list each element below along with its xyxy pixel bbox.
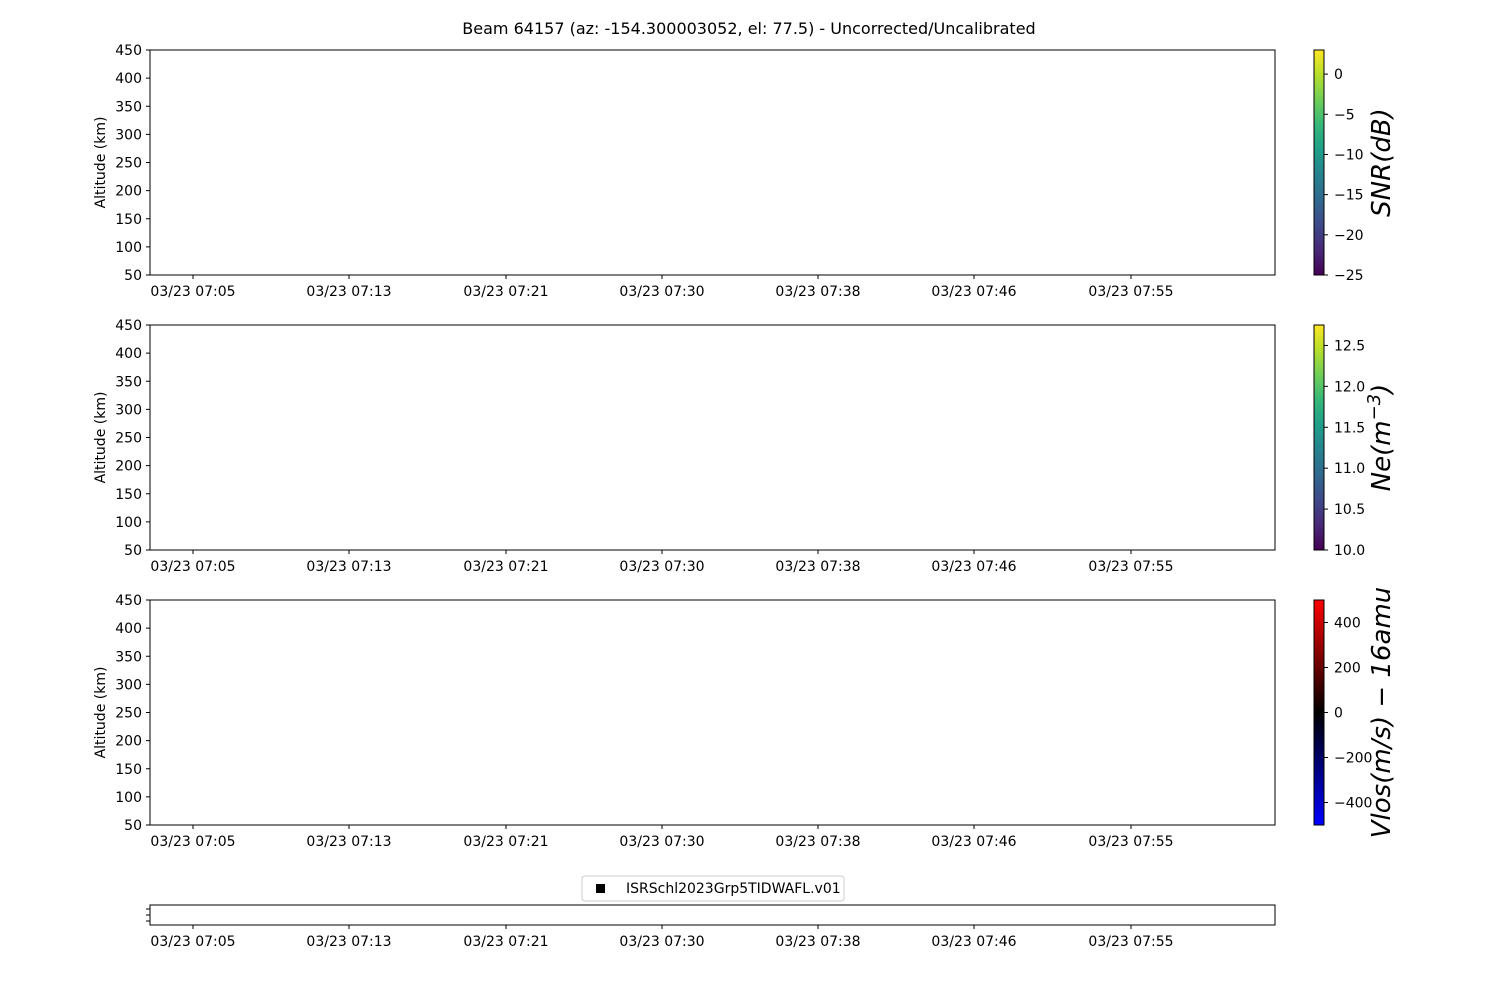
colorbar-label: $Ne(m^{-3})$ [1363, 383, 1397, 492]
x-tick-label: 03/23 07:30 [619, 559, 705, 575]
x-tick-label: 03/23 07:05 [150, 834, 236, 850]
y-tick-label: 450 [115, 318, 142, 334]
y-tick-label: 100 [115, 789, 142, 806]
y-tick-label: 150 [115, 486, 142, 503]
y-axis-label: Altitude (km) [93, 391, 109, 484]
y-tick-label: 400 [115, 621, 142, 638]
x-tick-label: 03/23 07:30 [619, 284, 705, 300]
y-tick-label: 250 [115, 430, 142, 447]
x-tick-label: 03/23 07:46 [931, 559, 1017, 575]
colorbar-tick-label: 200 [1334, 660, 1361, 677]
heatmap-panel-2 [93, 318, 1397, 575]
y-tick-label: 300 [115, 127, 142, 144]
x-tick-label: 03/23 07:21 [463, 284, 549, 300]
y-tick-label: 150 [115, 761, 142, 778]
y-axis-label: Altitude (km) [93, 116, 109, 209]
colorbar-tick-label: 11.5 [1334, 420, 1366, 437]
colorbar-tick-label: 10.5 [1334, 502, 1366, 519]
y-tick-label: 150 [115, 211, 142, 228]
colorbar-label: SNR(dB) [1367, 108, 1397, 217]
x-tick-label: 03/23 07:13 [306, 559, 392, 575]
colorbar-tick-label: −20 [1334, 227, 1364, 244]
x-tick-label: 03/23 07:13 [306, 284, 392, 300]
y-tick-label: 50 [124, 543, 142, 559]
colorbar-tick-label: 400 [1334, 615, 1361, 632]
x-tick-label: 03/23 07:55 [1088, 834, 1174, 850]
y-tick-label: 100 [115, 239, 142, 256]
heatmap-panel-3 [93, 587, 1397, 850]
x-tick-label: 03/23 07:38 [775, 559, 861, 575]
x-tick-label: 03/23 07:21 [463, 834, 549, 850]
x-tick-label: 03/23 07:05 [150, 559, 236, 575]
x-tick-label: 03/23 07:55 [1088, 559, 1174, 575]
legend [582, 876, 844, 901]
colorbar-tick-label: 0 [1334, 705, 1343, 722]
plot-area [150, 50, 1275, 275]
x-tick-label: 03/23 07:21 [463, 934, 549, 950]
x-tick-label: 03/23 07:30 [619, 934, 705, 950]
x-tick-label: 03/23 07:46 [931, 934, 1017, 950]
y-tick-label: 300 [115, 677, 142, 694]
colorbar [1314, 325, 1324, 550]
legend-marker-square [596, 884, 605, 893]
heatmap-panel-1 [93, 43, 1397, 300]
colorbar-tick-label: 0 [1334, 67, 1343, 84]
colorbar-tick-label: 11.0 [1334, 461, 1366, 478]
x-tick-label: 03/23 07:38 [775, 284, 861, 300]
x-tick-label: 03/23 07:05 [150, 934, 236, 950]
y-tick-label: 100 [115, 514, 142, 531]
colorbar-tick-label: −5 [1334, 107, 1355, 124]
colorbar [1314, 50, 1324, 275]
plot-area [150, 600, 1275, 825]
y-tick-label: 200 [115, 733, 142, 750]
colorbar [1314, 600, 1324, 825]
x-tick-label: 03/23 07:38 [775, 934, 861, 950]
y-tick-label: 50 [124, 268, 142, 284]
experiment-strip [146, 876, 1275, 950]
colorbar-tick-label: 12.5 [1334, 338, 1366, 355]
x-tick-label: 03/23 07:13 [306, 934, 392, 950]
x-tick-label: 03/23 07:05 [150, 284, 236, 300]
x-tick-label: 03/23 07:30 [619, 834, 705, 850]
x-tick-label: 03/23 07:46 [931, 834, 1017, 850]
colorbar-tick-label: −10 [1334, 147, 1364, 164]
colorbar-tick-label: 12.0 [1334, 379, 1366, 396]
y-tick-label: 250 [115, 705, 142, 722]
colorbar-label: Vlos(m/s) − 16amu [1367, 586, 1397, 839]
colorbar-tick-label: 10.0 [1334, 543, 1366, 559]
y-tick-label: 400 [115, 71, 142, 88]
plot-area [150, 325, 1275, 550]
y-axis-label: Altitude (km) [93, 666, 109, 759]
y-tick-label: 350 [115, 99, 142, 116]
y-tick-label: 450 [115, 593, 142, 609]
y-tick-label: 200 [115, 183, 142, 200]
x-tick-label: 03/23 07:13 [306, 834, 392, 850]
y-tick-label: 350 [115, 649, 142, 666]
colorbar-tick-label: −15 [1334, 187, 1364, 204]
y-tick-label: 350 [115, 374, 142, 391]
x-tick-label: 03/23 07:46 [931, 284, 1017, 300]
x-tick-label: 03/23 07:21 [463, 559, 549, 575]
y-tick-label: 400 [115, 346, 142, 363]
strip-plot-area [150, 905, 1275, 925]
colorbar-tick-label: −400 [1334, 795, 1373, 812]
y-tick-label: 300 [115, 402, 142, 419]
y-tick-label: 250 [115, 155, 142, 172]
x-tick-label: 03/23 07:55 [1088, 284, 1174, 300]
legend-entry: ISRSchl2023Grp5TIDWAFL.v01 [626, 881, 841, 897]
y-tick-label: 50 [124, 818, 142, 834]
y-tick-label: 450 [115, 43, 142, 59]
x-tick-label: 03/23 07:38 [775, 834, 861, 850]
figure-title: Beam 64157 (az: -154.300003052, el: 77.5) - Uncorrected/Uncalibrated [462, 19, 1036, 38]
y-tick-label: 200 [115, 458, 142, 475]
x-tick-label: 03/23 07:55 [1088, 934, 1174, 950]
colorbar-tick-label: −200 [1334, 750, 1373, 767]
colorbar-tick-label: −25 [1334, 268, 1364, 284]
